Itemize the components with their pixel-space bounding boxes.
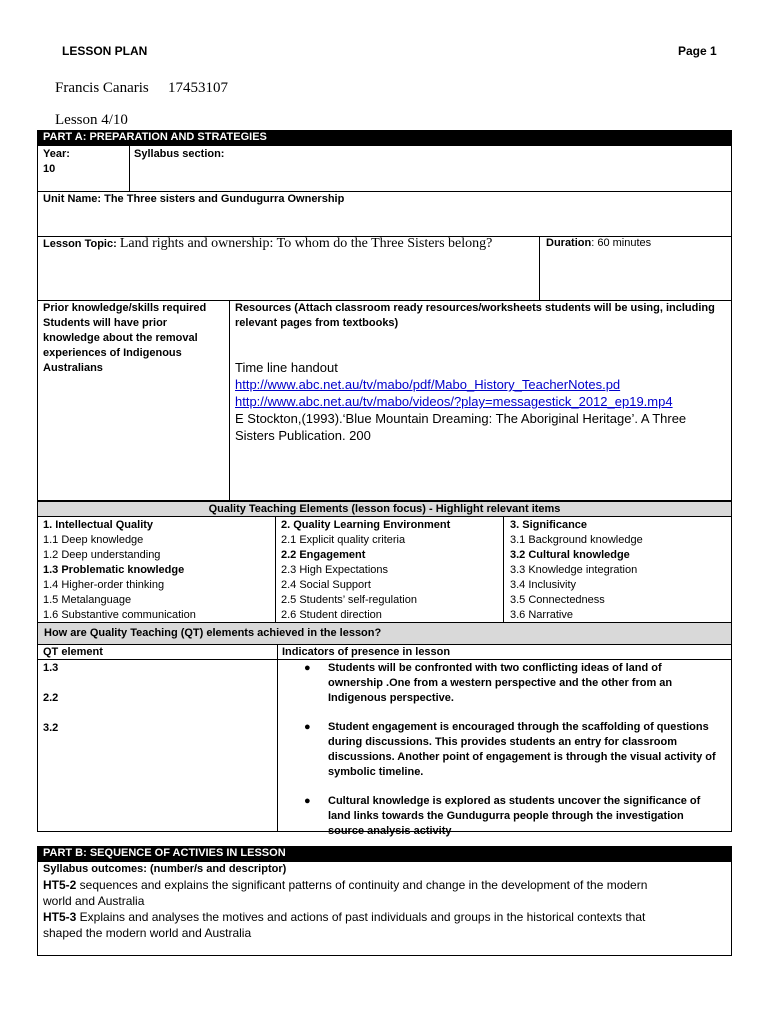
outcome-code: HT5-2	[43, 878, 77, 892]
year-label: Year:	[43, 148, 70, 160]
indicator-item: ● Cultural knowledge is explored as students uncover the significance of land links towards the Gundugurra people through the investigation source analysis activity	[304, 795, 701, 837]
duration-value: : 60 minutes	[591, 237, 652, 249]
qt-title: Quality Teaching Elements (lesson focus) - Highlight relevant items	[37, 501, 732, 517]
bullet-icon: ●	[304, 795, 311, 807]
indicator-list	[304, 661, 728, 853]
indicator-item: ● Students will be confronted with two conflicting ideas of land of ownership .One from a western perspective and the other from an Indigenous perspective.	[304, 662, 673, 704]
topic-value: Land rights and ownership: To whom do the Three Sisters belong?	[119, 236, 493, 251]
outcome-code: HT5-3	[43, 910, 77, 924]
resources-heading: Resources (Attach classroom ready resources/worksheets students will be using, including relevant pages from textbooks)	[235, 302, 715, 329]
qt-column-intellectual: 1. Intellectual Quality 1.1 Deep knowledge 1.2 Deep understanding 1.3 Problematic knowledge 1.4 Higher-order thinking 1.5 Metalanguage 1.6 Substantive communication	[43, 519, 196, 621]
divider	[229, 300, 230, 501]
topic-label: Lesson Topic:	[43, 238, 117, 250]
citation-line: E Stockton,(1993).‘Blue Mountain Dreaming: The Aboriginal Heritage’. A Three	[235, 411, 687, 426]
part-b-title: PART B: SEQUENCE OF ACTIVIES IN LESSON	[37, 846, 732, 861]
unit-name: Unit Name: The Three sisters and Gundugurra Ownership	[43, 193, 345, 205]
lesson-topic	[43, 236, 492, 252]
bullet-icon: ●	[304, 662, 311, 674]
outcome-ht5-3: HT5-3 Explains and analyses the motives and actions of past individuals and groups in the historical contexts that shaped the modern world and Australia	[43, 910, 646, 940]
divider	[277, 644, 278, 832]
timeline-handout: Time line handout	[235, 360, 338, 375]
student-id: 17453107	[168, 80, 228, 96]
outcome-ht5-2: HT5-2 sequences and explains the significant patterns of continuity and change in the development of the modern world and Australia	[43, 878, 648, 908]
qt-column-significance: 3. Significance 3.1 Background knowledge 3.2 Cultural knowledge 3.3 Knowledge integration 3.4 Inclusivity 3.5 Connectedness 3.6 Narrative	[510, 519, 643, 621]
indicator-header: Indicators of presence in lesson	[282, 646, 451, 658]
divider	[275, 516, 276, 623]
document-title: LESSON PLAN	[62, 44, 148, 58]
resource-link-mabo-notes[interactable]: http://www.abc.net.au/tv/mabo/pdf/Mabo_History_TeacherNotes.pd	[235, 377, 621, 392]
qt-element-header: QT element	[43, 646, 103, 658]
qt-how-title: How are Quality Teaching (QT) elements achieved in the lesson?	[37, 622, 732, 645]
citation-line: Sisters Publication. 200	[235, 428, 371, 443]
bullet-icon: ●	[304, 721, 311, 733]
duration	[546, 236, 651, 251]
resources-list	[235, 359, 686, 444]
qt-element-value: 1.3	[43, 662, 59, 674]
indicator-item: ● Student engagement is encouraged through the scaffolding of questions during discussions. This provides students an entry for classroom discussions. Another point of engagement is through the visual activity of symbolic timeline.	[304, 721, 716, 778]
resource-link-message-stick[interactable]: http://www.abc.net.au/tv/mabo/videos/?play=messagestick_2012_ep19.mp4	[235, 394, 673, 409]
year-value: 10	[43, 163, 56, 175]
prior-knowledge: Prior knowledge/skills required Students will have prior knowledge about the removal experiences of Indigenous Australians	[43, 302, 207, 374]
qt-column-environment: 2. Quality Learning Environment 2.1 Explicit quality criteria 2.2 Engagement 2.3 High Expectations 2.4 Social Support 2.5 Students’ self-regulation 2.6 Student direction	[281, 519, 451, 621]
qt-element-value: 3.2	[43, 722, 59, 734]
lesson-number: Lesson 4/10	[55, 112, 128, 128]
author-name: Francis Canaris	[55, 80, 149, 96]
page-number: Page 1	[678, 44, 717, 58]
divider	[129, 145, 130, 191]
syllabus-label: Syllabus section:	[134, 148, 225, 160]
duration-label: Duration	[546, 237, 592, 249]
divider	[503, 516, 504, 623]
outcomes-label: Syllabus outcomes: (number/s and descriptor)	[43, 863, 287, 875]
part-a-title: PART A: PREPARATION AND STRATEGIES	[37, 130, 732, 145]
qt-element-value: 2.2	[43, 692, 59, 704]
divider	[539, 236, 540, 300]
